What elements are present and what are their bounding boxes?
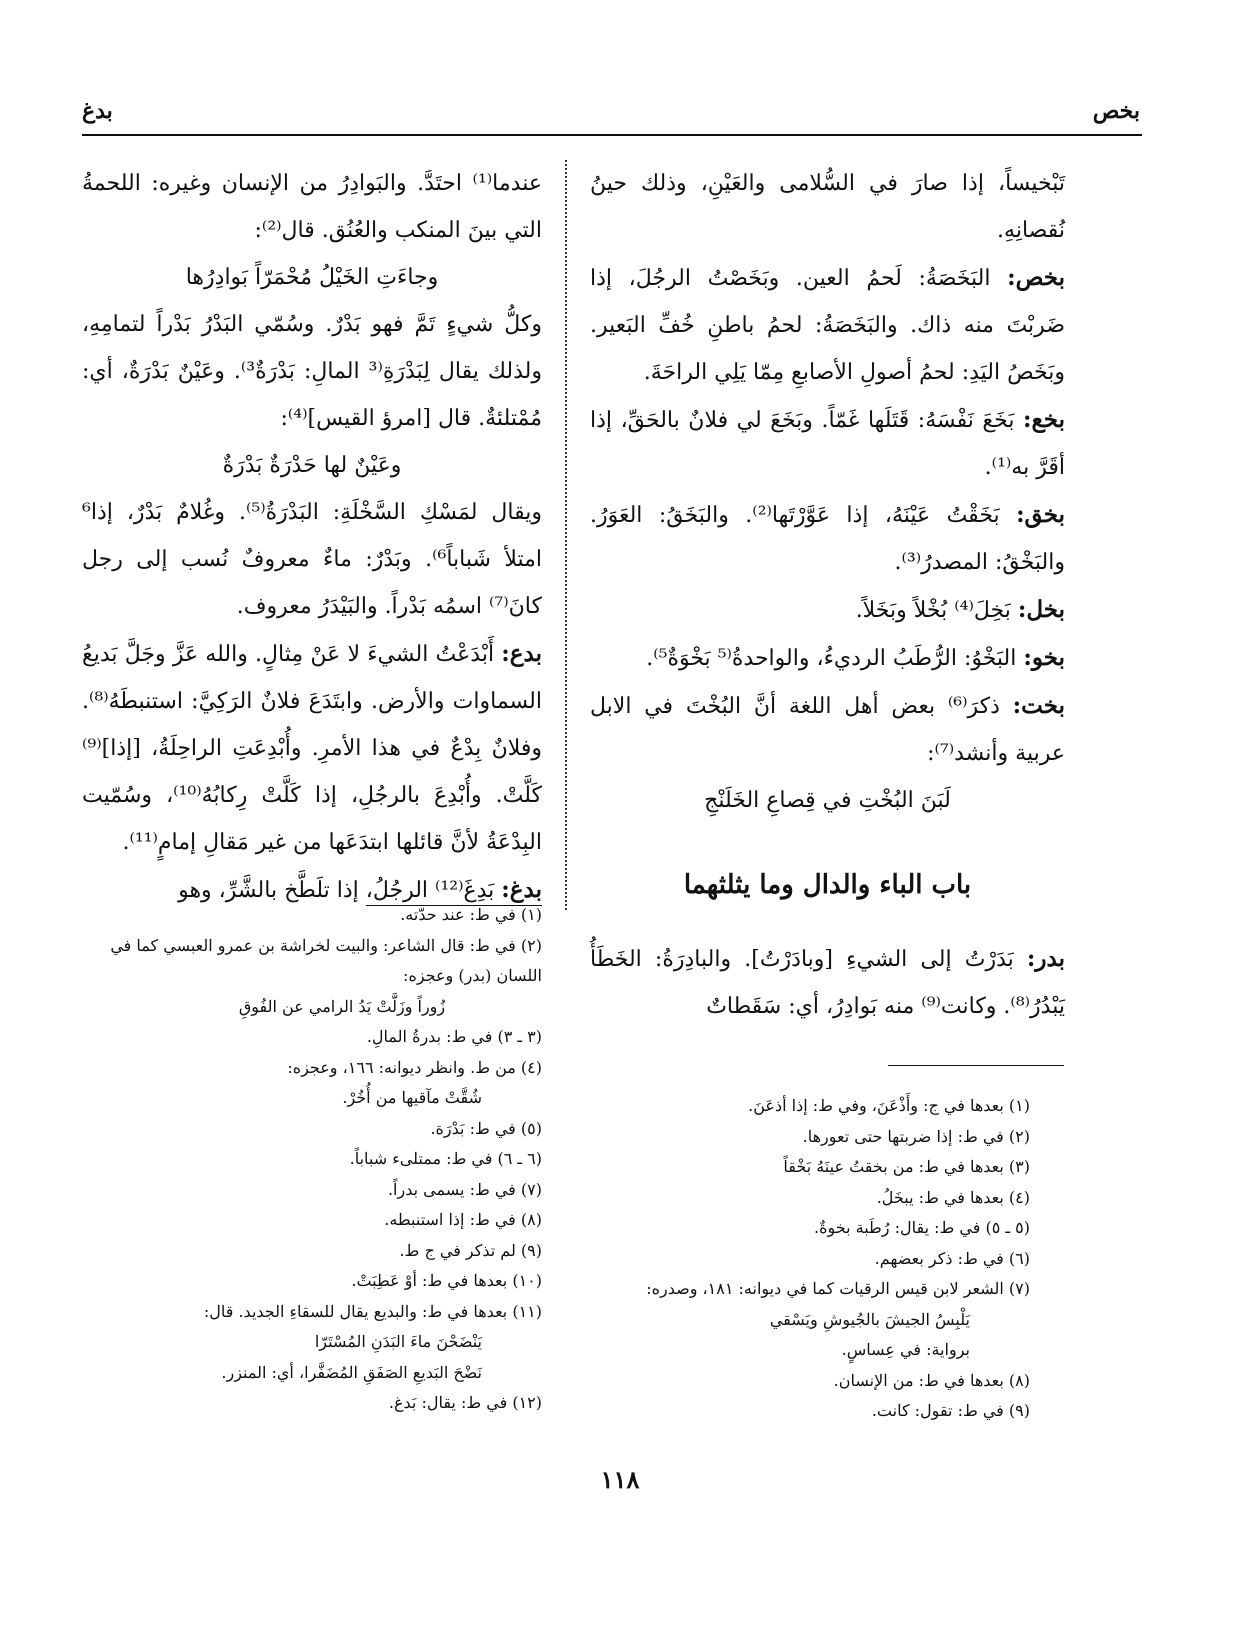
footnote: (٤) بعدها في ط: يبخَلُ. bbox=[876, 1187, 1030, 1207]
running-head-right: بخص bbox=[1092, 98, 1140, 124]
footnote: (٤) من ط. وانظر ديوانه: ١٦٦، وعجزه: bbox=[287, 1057, 542, 1077]
footnote: (٧) في ط: يسمى بدراً. bbox=[387, 1179, 542, 1199]
entry-bkhq bbox=[590, 491, 1065, 586]
footnote: (٨) بعدها في ط: من الإنسان. bbox=[833, 1370, 1030, 1390]
footnote-verse: زُوراً وزَلَّتْ يَدُ الرامي عن الفُوقِ bbox=[238, 996, 446, 1016]
footnote-rule-right bbox=[888, 1065, 1064, 1066]
left-column bbox=[82, 160, 542, 914]
paragraph: عندما⁽¹⁾ احتَدَّ. والبَوادِرُ من الإنسان وغيره: اللحمةُ التي بينَ المنكب والعُنُق. قال⁽²⁾: bbox=[82, 171, 542, 243]
entry-text: بَخِلَ⁽⁴⁾ بُخْلاً وبَخَلاً. bbox=[855, 598, 1018, 623]
footnote: (٧) الشعر لابن قيس الرقيات كما في ديوانه: ١٨١، وصدره: bbox=[646, 1279, 1030, 1298]
page-number: ١١٨ bbox=[600, 1465, 640, 1494]
column-separator bbox=[565, 160, 567, 910]
entry-bkht bbox=[590, 682, 1065, 777]
footnote: (١) في ط: عند حدّته. bbox=[400, 905, 542, 924]
footnote: (٦ ـ ٦) في ط: ممتلىء شباباً. bbox=[349, 1149, 542, 1168]
paragraph: تَبْخيساً، إذا صارَ في السُّلامى والعَيْنِ، وذلك حينُ نُقصانِهِ. bbox=[590, 171, 1065, 243]
footnote: (٢) في ط: إذا ضربتها حتى تعورها. bbox=[802, 1126, 1030, 1146]
footnote: (٥) في ط: بَدْرَة. bbox=[430, 1118, 542, 1138]
footnote: (٩) في ط: تقول: كانت. bbox=[871, 1401, 1030, 1420]
entry-bkha bbox=[590, 396, 1065, 491]
right-column-continued bbox=[590, 935, 1065, 1030]
entry-bkhl bbox=[590, 586, 1065, 634]
footnote: (٦) في ط: ذكر بعضهم. bbox=[874, 1248, 1030, 1268]
footnote: (٥ ـ ٥) في ط: يقال: رُطَبة بخوةٌ. bbox=[814, 1218, 1030, 1237]
footnote: (١٠) بعدها في ط: أوْ عَطِبَتْ. bbox=[351, 1271, 542, 1290]
footnote: (٣) بعدها في ط: من بخقتُ عينَهُ بَخْقاً bbox=[783, 1157, 1030, 1176]
footnote-verse: يَلْبِسُ الجيشَ بالجُيوشِ ويَسْقي bbox=[769, 1309, 970, 1329]
entry-text: البَخَصَةُ: لَحمُ العين. وبَخَصْتُ الرجُلَ، إذا ضَربْتَ منه ذاك. والبَخَصَةُ: لحمُ باطنِ خُفِّ البَعير. وبَخَصُ اليَدِ: لحمُ أصولِ الأصابعِ مِمّا يَلِي الراحَةَ. bbox=[590, 266, 1065, 385]
entry-text: بَخَقْتُ عَيْنَهُ، إذا عَوَّرْتَها⁽²⁾. والبَخَقُ: العَوَرُ. والبَخْقُ: المصدرُ⁽³⁾. bbox=[590, 503, 1065, 575]
running-head-left: بدغ bbox=[82, 98, 113, 124]
entry-text: أَبْدَعْتُ الشيءَ لا عَنْ مِثالٍ. والله عَزَّ وجَلَّ بَديعُ السماوات والأرض. وابتَدَعَ فلانٌ الرَكِيَّ: استنبطَهُ⁽⁸⁾. وفلانٌ بِدْعٌ في هذا الأمرِ. وأُبْدِعَتِ الراحِلَةُ، [إذا]⁽⁹⁾ كَلَّتْ. وأُبْدِعَ بالرجُلِ، إذا كَلَّتْ رِكابُهُ⁽¹⁰⁾، وسُمّيت البِدْعَةُ لأنَّ قائلها ابتدَعَها من غير مَقالِ إمامٍ⁽¹¹⁾. bbox=[82, 642, 542, 855]
paragraph: ويقال لمَسْكِ السَّخْلَةِ: البَدْرَةُ⁽⁵⁾. وغُلامٌ بَدْرٌ، إذا⁶ امتلأ شَباباً⁶⁾. وبَدْرٌ: ماءٌ معروفٌ نُسب إلى رجل كانَ⁽⁷⁾ اسمُه بَدْراً. والبَيْدَرُ معروف. bbox=[82, 500, 543, 619]
entry-text: بَدَرْتُ إلى الشيءِ [وبادَرْتُ]. والبادِرَةُ: الخَطَأُ يَبْدُرُ⁽⁸⁾. وكانت⁽⁹⁾ منه بَوادِرُ، أي: سَقَطاتٌ bbox=[590, 947, 1065, 1019]
entry-text: ذكرَ⁽⁶⁾ بعض أهل اللغة أنَّ البُخْتَ في الابل عربية وأنشد⁽⁷⁾: bbox=[590, 694, 1065, 766]
verse: وعَيْنٌ لها حَدْرَةٌ بَدْرَةٌ bbox=[222, 453, 402, 478]
footnote: (١١) بعدها في ط: والبديع يقال للسقاءِ الجديد. قال: bbox=[203, 1301, 542, 1321]
entry-term: بخو: bbox=[1023, 644, 1065, 671]
entry-term: بخص: bbox=[1007, 264, 1065, 291]
footnote-verse: شُقَّتْ مآقيها من أُخُرْ. bbox=[342, 1088, 482, 1107]
verse: لَبَنَ البُخْتِ في قِصاعِ الخَلَنْجِ bbox=[704, 788, 951, 813]
entry-bda bbox=[82, 630, 542, 866]
entry-term: بدغ: bbox=[501, 876, 542, 903]
footnote: (٨) في ط: إذا استنبطه. bbox=[384, 1210, 542, 1229]
entry-text: البَخْوُ: الرُّطَبُ الرديءُ، والواحدةُ⁽⁵ بَخْوَةٌ⁵⁾. bbox=[646, 646, 1024, 671]
entry-bkhw bbox=[590, 634, 1065, 682]
entry-term: بخت: bbox=[1012, 692, 1065, 719]
header-rule bbox=[82, 134, 1142, 136]
footnotes-left bbox=[82, 900, 542, 1419]
right-column bbox=[590, 160, 1065, 824]
entry-text: بَخَعَ نَفْسَهُ: قَتَلَها غَمّاً. وبَخَعَ لي فلانٌ بالحَقِّ، إذا أقَرَّ به⁽¹⁾. bbox=[590, 408, 1065, 480]
footnote-verse: نَضْحَ البَديعِ الصَفَقِ المُضَفَّرا، أي: المنزر. bbox=[221, 1362, 482, 1382]
entry-term: بدر: bbox=[1026, 945, 1065, 972]
footnote: (١) بعدها في ج: وأَذْعَنَ، وفي ط: إذا أذعَنَ. bbox=[748, 1096, 1030, 1115]
entry-term: بخق: bbox=[1016, 501, 1065, 528]
footnotes-right bbox=[590, 1091, 1030, 1427]
entry-term: بخل: bbox=[1017, 596, 1065, 623]
entry-bdr bbox=[590, 935, 1065, 1030]
footnote: (١٢) في ط: يقال: بَدغ. bbox=[388, 1393, 542, 1412]
footnote: (٣ ـ ٣) في ط: بدرةُ المالِ. bbox=[366, 1027, 542, 1046]
verse: وجاءَتِ الخَيْلُ مُحْمَرّاً بَوادِرُها bbox=[185, 265, 439, 290]
paragraph: وكلُّ شيءٍ تَمَّ فهو بَدْرٌ. وسُمّي البَدْرُ بَدْراً لتمامِهِ، ولذلك يقال لِبَدْرَةِ⁽³ المالِ: بَدْرَةٌ³⁾. وعَيْنٌ بَدْرَةٌ، أي: مُمْتلئةٌ. قال [امرؤ القيس]⁽⁴⁾: bbox=[82, 312, 542, 431]
entry-text: بَدِغَ⁽¹²⁾ الرجُلُ، إذا تلَطَّخ بالشَّرِّ، وهو bbox=[178, 878, 502, 903]
footnote: (٩) لم تذكر في ج ط. bbox=[399, 1240, 542, 1260]
section-heading: باب الباء والدال وما يثلثهما bbox=[683, 870, 972, 900]
entry-bkhs bbox=[590, 254, 1065, 396]
entry-term: بدع: bbox=[501, 640, 542, 667]
footnote-verse: يَنْضَحْنَ ماءَ البَدَنِ المُسْتَرّا bbox=[314, 1332, 482, 1351]
footnote: برواية: في عِساسٍ. bbox=[841, 1340, 970, 1359]
footnote: (٢) في ط: قال الشاعر: والبيت لخراشة بن عمرو العبسي كما في اللسان (بدر) وعجزه: bbox=[110, 935, 542, 985]
entry-term: بخع: bbox=[1023, 406, 1065, 433]
